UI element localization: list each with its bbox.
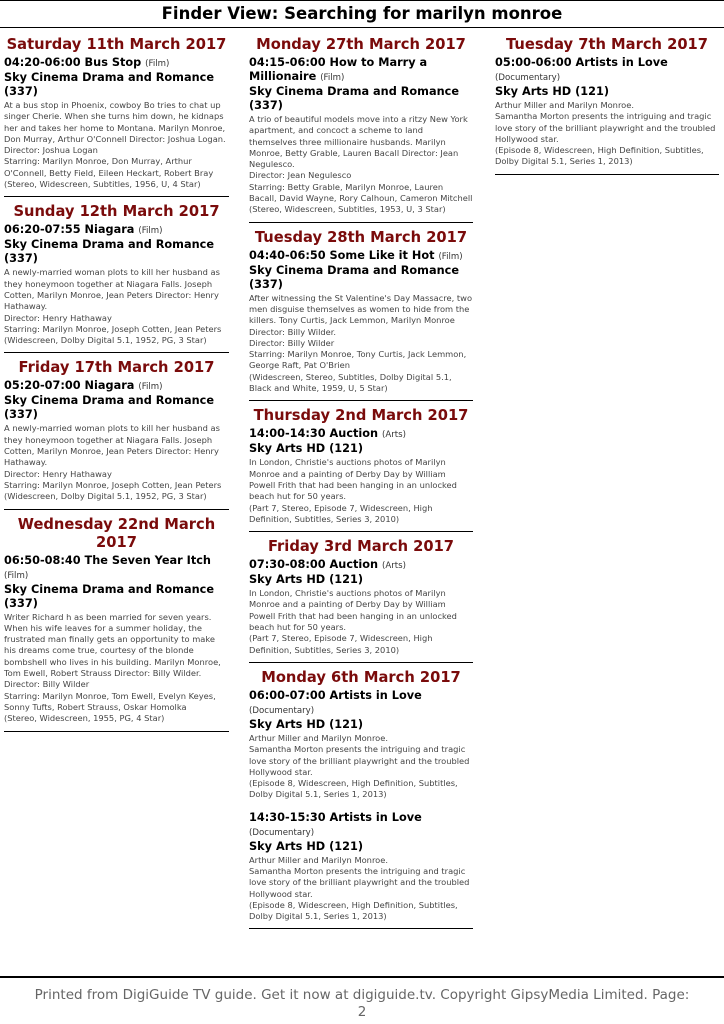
- programme-entry: [4, 223, 229, 346]
- description-line: Starring: Marilyn Monroe, Don Murray, Arthur O'Connell, Betty Field, Eileen Heckart, Robert Bray: [4, 156, 214, 178]
- description-line: In London, Christie's auctions photos of Marilyn Monroe and a painting of Derby Day by William Powell Frith that had been hanging in an unlocked beach hut for 50 years.: [249, 588, 457, 633]
- description-line: Starring: Marilyn Monroe, Joseph Cotten, Jean Peters: [4, 479, 222, 490]
- day-date-heading: Tuesday 7th March 2017: [506, 36, 708, 53]
- programme-heading: [495, 56, 719, 85]
- day-date-heading: Friday 17th March 2017: [18, 359, 215, 377]
- description-line: (Stereo, Widescreen, Subtitles, 1953, U, 3 Star): [249, 204, 446, 215]
- programme-description: [4, 612, 229, 725]
- programme-genre: (Documentary): [249, 827, 315, 838]
- programme-channel: Sky Arts HD (121): [495, 85, 609, 98]
- description-line: (Widescreen, Dolby Digital 5.1, 1952, PG, 3 Star): [4, 491, 207, 502]
- programme-heading: [4, 56, 229, 71]
- description-line: Director: Jean Negulesco: [249, 170, 352, 181]
- description-line: Starring: Marilyn Monroe, Tom Ewell, Evelyn Keyes, Sonny Tufts, Robert Strauss, Oskar Homolka: [4, 690, 216, 712]
- description-line: After witnessing the St Valentine's Day Massacre, two men disguise themselves as women to hide from the killers. Tony Curtis, Jack Lemmon, Marilyn Monroe Director: Billy Wilder.: [249, 292, 473, 337]
- description-line: A newly-married woman plots to kill her husband as they honeymoon together at Niagara Falls. Joseph Cotten, Marilyn Monroe, Jean Peters Director: Henry Hathaway.: [4, 423, 220, 468]
- description-line: Director: Billy Wilder: [4, 679, 90, 690]
- description-line: Director: Joshua Logan: [4, 145, 98, 156]
- description-line: In London, Christie's auctions photos of Marilyn Monroe and a painting of Derby Day by William Powell Frith that had been hanging in an unlocked beach hut for 50 years.: [249, 457, 457, 502]
- description-line: Director: Billy Wilder: [249, 337, 335, 348]
- day-section: [495, 36, 719, 175]
- programme-channel: Sky Cinema Drama and Romance (337): [249, 263, 459, 291]
- programme-heading: [249, 558, 473, 573]
- programme-time-title: 04:20-06:00 Bus Stop: [4, 56, 142, 69]
- programme-description: [249, 114, 473, 216]
- description-line: Starring: Marilyn Monroe, Tony Curtis, Jack Lemmon, George Raft, Pat O'Brien: [249, 349, 467, 371]
- programme-time-title: 06:50-08:40 The Seven Year Itch: [4, 553, 211, 567]
- programme-time-title: 06:20-07:55 Niagara: [4, 223, 135, 237]
- programme-description: [249, 588, 473, 656]
- description-line: (Part 7, Stereo, Episode 7, Widescreen, High Definition, Subtitles, Series 3, 2010): [249, 502, 433, 524]
- column-2: [249, 36, 473, 935]
- programme-genre: (Film): [145, 59, 170, 69]
- programme-description: [249, 733, 473, 801]
- day-section: [4, 359, 229, 509]
- programme-genre: (Film): [438, 251, 463, 262]
- description-line: Samantha Morton presents the intriguing and tragic love story of the brilliant playwright and the troubled Hollywood star.: [249, 744, 470, 777]
- programme-entry: [4, 379, 229, 502]
- day-section: [4, 516, 229, 732]
- description-line: Arthur Miller and Marilyn Monroe.: [495, 100, 634, 110]
- top-rule: [0, 0, 724, 1]
- programme-description: [4, 100, 229, 190]
- programme-description: [249, 293, 473, 395]
- programme-entry: [495, 56, 719, 168]
- description-line: (Part 7, Stereo, Episode 7, Widescreen, High Definition, Subtitles, Series 3, 2010): [249, 633, 433, 655]
- programme-genre: (Film): [320, 73, 345, 83]
- column-3: [495, 36, 719, 181]
- programme-channel: Sky Cinema Drama and Romance (337): [4, 238, 214, 266]
- programme-heading: [4, 379, 229, 394]
- programme-time-title: 04:15-06:00 How to Marry a Millionaire: [249, 56, 428, 83]
- description-line: Starring: Marilyn Monroe, Joseph Cotten, Jean Peters: [4, 323, 222, 334]
- description-line: At a bus stop in Phoenix, cowboy Bo tries to chat up singer Cherie. When she turns him down, he kidnaps her and takes her home to Montana. Marilyn Monroe, Don Murray, Arthur O'Connell Director: Joshua Logan.: [4, 100, 226, 144]
- programme-time-title: 05:20-07:00 Niagara: [4, 379, 135, 393]
- day-date-heading: Tuesday 28th March 2017: [254, 228, 468, 246]
- page-title: Finder View: Searching for marilyn monroe: [0, 3, 724, 28]
- programme-channel: Sky Cinema Drama and Romance (337): [4, 394, 214, 422]
- day-section: [4, 203, 229, 353]
- programme-genre: (Film): [138, 226, 163, 237]
- programme-channel: Sky Cinema Drama and Romance (337): [4, 71, 214, 98]
- description-line: (Widescreen, Stereo, Subtitles, Dolby Digital 5.1, Black and White, 1959, U, 5 Star): [249, 371, 452, 394]
- programme-time-title: 05:00-06:00 Artists in Love: [495, 56, 668, 69]
- programme-entry: [249, 427, 473, 525]
- footer-rule: [0, 976, 724, 978]
- programme-time-title: 04:40-06:50 Some Like it Hot: [249, 248, 435, 262]
- day-section: [4, 36, 229, 197]
- programme-description: [249, 457, 473, 525]
- day-date-heading: Wednesday 22nd March 2017: [17, 515, 216, 551]
- programme-channel: Sky Arts HD (121): [249, 717, 363, 731]
- programme-genre: (Film): [138, 382, 163, 393]
- programme-entry: [249, 689, 473, 801]
- programme-description: [4, 267, 229, 346]
- day-date-heading: Monday 27th March 2017: [256, 36, 466, 53]
- programme-description: [249, 855, 473, 923]
- day-date-heading: Thursday 2nd March 2017: [253, 407, 469, 425]
- description-line: (Stereo, Widescreen, 1955, PG, 4 Star): [4, 713, 165, 724]
- description-line: Director: Henry Hathaway: [4, 312, 112, 323]
- programme-time-title: 07:30-08:00 Auction: [249, 558, 379, 572]
- description-line: A newly-married woman plots to kill her husband as they honeymoon together at Niagara Falls. Joseph Cotten, Marilyn Monroe, Jean Peters Director: Henry Hathaway.: [4, 267, 220, 312]
- day-section: [249, 669, 473, 930]
- day-section: [249, 407, 473, 532]
- programme-heading: [4, 223, 229, 238]
- programme-time-title: 14:00-14:30 Auction: [249, 427, 379, 441]
- description-line: Writer Richard h as been married for seven years. When his wife leaves for a summer holiday, the frustrated man finally gets an opportunity to make his dreams come true, courtesy of the blonde bombshell who lives in his building. Marilyn Monroe, Tom Ewell, Robert Strauss Director: Billy Wilder.: [4, 611, 221, 679]
- column-1: [4, 36, 229, 738]
- description-line: A trio of beautiful models move into a ritzy New York apartment, and concoct a scheme to land themselves three millionaire husbands. Marilyn Monroe, Betty Grable, Lauren Bacall Director: Jean Negulesco.: [249, 114, 468, 170]
- programme-channel: Sky Arts HD (121): [249, 573, 363, 587]
- programme-channel: Sky Cinema Drama and Romance (337): [249, 85, 459, 112]
- day-section: [249, 538, 473, 663]
- programme-entry: [249, 249, 473, 395]
- programme-channel: Sky Arts HD (121): [249, 442, 363, 456]
- day-date-heading: Sunday 12th March 2017: [13, 203, 220, 221]
- programme-heading: [249, 249, 473, 264]
- programme-description: [4, 423, 229, 502]
- programme-channel: Sky Cinema Drama and Romance (337): [4, 582, 214, 610]
- programme-genre: (Arts): [382, 561, 407, 572]
- day-date-heading: Monday 6th March 2017: [261, 668, 461, 686]
- day-section: [249, 229, 473, 402]
- footer-text: Printed from DigiGuide TV guide. Get it now at digiguide.tv. Copyright GipsyMedia Limited. Page: 2: [34, 987, 690, 1020]
- description-line: Arthur Miller and Marilyn Monroe.: [249, 732, 388, 743]
- description-line: (Stereo, Widescreen, Subtitles, 1956, U, 4 Star): [4, 179, 201, 190]
- programme-genre: (Film): [4, 570, 29, 581]
- programme-entry: [249, 558, 473, 656]
- day-section: [249, 36, 473, 223]
- programme-genre: (Documentary): [495, 73, 561, 83]
- programme-description: [495, 100, 719, 168]
- description-line: Samantha Morton presents the intriguing and tragic love story of the brilliant playwright and the troubled Hollywood star.: [495, 111, 716, 144]
- description-line: Arthur Miller and Marilyn Monroe.: [249, 854, 388, 865]
- description-line: (Episode 8, Widescreen, High Definition, Subtitles, Dolby Digital 5.1, Series 1, 2013): [495, 145, 704, 167]
- programme-entry: [249, 811, 473, 923]
- description-line: Samantha Morton presents the intriguing and tragic love story of the brilliant playwright and the troubled Hollywood star.: [249, 865, 470, 899]
- day-date-heading: Saturday 11th March 2017: [6, 36, 227, 53]
- programme-heading: [249, 427, 473, 442]
- description-line: (Episode 8, Widescreen, High Definition, Subtitles, Dolby Digital 5.1, Series 1, 2013): [249, 899, 458, 922]
- programme-entry: [4, 554, 229, 725]
- programme-entry: [249, 56, 473, 216]
- programme-time-title: 14:30-15:30 Artists in Love: [249, 810, 422, 824]
- programme-genre: (Arts): [382, 430, 407, 441]
- programme-entry: [4, 56, 229, 190]
- day-date-heading: Friday 3rd March 2017: [267, 538, 455, 556]
- description-line: (Episode 8, Widescreen, High Definition, Subtitles, Dolby Digital 5.1, Series 1, 2013): [249, 778, 458, 800]
- programme-genre: (Documentary): [249, 705, 315, 716]
- description-line: Starring: Betty Grable, Marilyn Monroe, Lauren Bacall, David Wayne, Rory Calhoun, Cameron Mitchell: [249, 181, 473, 204]
- programme-time-title: 06:00-07:00 Artists in Love: [249, 688, 422, 702]
- programme-heading: [4, 554, 229, 583]
- programme-heading: [249, 811, 473, 840]
- programme-heading: [249, 689, 473, 718]
- programme-channel: Sky Arts HD (121): [249, 839, 363, 853]
- programme-heading: [249, 56, 473, 85]
- description-line: Director: Henry Hathaway: [4, 468, 112, 479]
- description-line: (Widescreen, Dolby Digital 5.1, 1952, PG, 3 Star): [4, 335, 207, 346]
